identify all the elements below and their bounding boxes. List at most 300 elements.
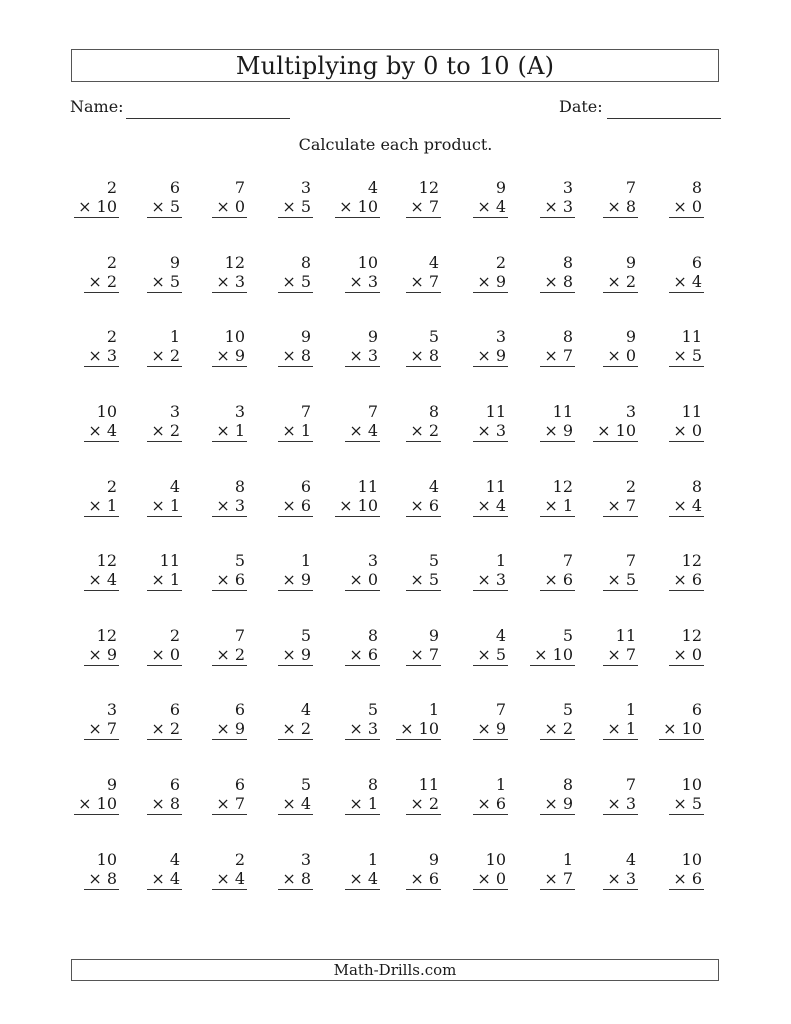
multiplier: × 1 — [212, 421, 247, 442]
problem — [517, 775, 577, 825]
multiplicand: 7 — [562, 551, 573, 570]
multiplicand: 12 — [96, 626, 117, 645]
problem — [517, 253, 577, 303]
multiplier: × 6 — [406, 496, 441, 517]
problem — [61, 850, 121, 900]
multiplier: × 5 — [278, 197, 313, 218]
multiplier: × 7 — [406, 645, 441, 666]
problem — [383, 402, 443, 452]
date-label: Date: — [559, 97, 603, 116]
multiplier: × 1 — [84, 496, 119, 517]
multiplier: × 2 — [84, 272, 119, 293]
multiplicand: 6 — [169, 775, 180, 794]
multiplicand: 7 — [625, 551, 636, 570]
multiplier: × 6 — [669, 570, 704, 591]
multiplicand: 6 — [234, 775, 245, 794]
problem — [450, 477, 510, 527]
problem — [383, 626, 443, 676]
multiplicand: 1 — [367, 850, 378, 869]
multiplier: × 6 — [406, 869, 441, 890]
multiplier: × 0 — [669, 421, 704, 442]
multiplier: × 1 — [345, 794, 380, 815]
multiplier: × 5 — [669, 346, 704, 367]
multiplier: × 4 — [669, 496, 704, 517]
multiplier: × 9 — [278, 570, 313, 591]
multiplier: × 5 — [278, 272, 313, 293]
multiplier: × 4 — [212, 869, 247, 890]
multiplier: × 4 — [473, 496, 508, 517]
multiplicand: 11 — [681, 327, 702, 346]
problem — [255, 178, 315, 228]
multiplicand: 8 — [562, 775, 573, 794]
multiplicand: 12 — [418, 178, 439, 197]
multiplicand: 9 — [106, 775, 117, 794]
problem — [189, 850, 249, 900]
multiplier: × 4 — [278, 794, 313, 815]
problem — [450, 626, 510, 676]
multiplier: × 9 — [540, 421, 575, 442]
multiplicand: 8 — [562, 327, 573, 346]
problem — [517, 700, 577, 750]
multiplicand: 10 — [681, 775, 702, 794]
problem — [255, 551, 315, 601]
multiplicand: 4 — [169, 477, 180, 496]
multiplier: × 0 — [669, 197, 704, 218]
problem — [646, 775, 706, 825]
problem — [322, 700, 382, 750]
problem — [124, 402, 184, 452]
multiplier: × 3 — [212, 496, 247, 517]
problem — [61, 700, 121, 750]
multiplicand: 8 — [691, 477, 702, 496]
multiplicand: 1 — [428, 700, 439, 719]
multiplier: × 10 — [396, 719, 441, 740]
multiplicand: 2 — [234, 850, 245, 869]
multiplicand: 3 — [625, 402, 636, 421]
multiplicand: 3 — [300, 850, 311, 869]
problem — [580, 253, 640, 303]
multiplier: × 4 — [84, 421, 119, 442]
multiplier: × 2 — [406, 794, 441, 815]
multiplier: × 10 — [335, 197, 380, 218]
problem — [646, 327, 706, 377]
multiplier: × 8 — [147, 794, 182, 815]
multiplicand: 9 — [428, 626, 439, 645]
multiplier: × 3 — [603, 869, 638, 890]
multiplicand: 6 — [234, 700, 245, 719]
multiplicand: 7 — [367, 402, 378, 421]
multiplier: × 4 — [345, 421, 380, 442]
multiplier: × 4 — [473, 197, 508, 218]
problem — [517, 178, 577, 228]
problem — [255, 775, 315, 825]
problem — [255, 626, 315, 676]
multiplier: × 9 — [278, 645, 313, 666]
multiplicand: 6 — [691, 700, 702, 719]
multiplier: × 6 — [669, 869, 704, 890]
multiplicand: 5 — [300, 775, 311, 794]
problem — [124, 178, 184, 228]
problem — [124, 700, 184, 750]
multiplier: × 1 — [147, 570, 182, 591]
multiplicand: 4 — [300, 700, 311, 719]
multiplicand: 9 — [625, 327, 636, 346]
multiplier: × 3 — [345, 719, 380, 740]
multiplier: × 3 — [540, 197, 575, 218]
problem — [450, 775, 510, 825]
multiplicand: 12 — [224, 253, 245, 272]
multiplicand: 1 — [562, 850, 573, 869]
problem — [61, 551, 121, 601]
multiplier: × 1 — [603, 719, 638, 740]
multiplicand: 3 — [562, 178, 573, 197]
multiplier: × 3 — [473, 421, 508, 442]
multiplier: × 3 — [473, 570, 508, 591]
footer-box — [71, 959, 719, 981]
problem — [450, 253, 510, 303]
multiplicand: 10 — [224, 327, 245, 346]
multiplier: × 4 — [84, 570, 119, 591]
multiplicand: 12 — [681, 551, 702, 570]
problem — [255, 477, 315, 527]
multiplier: × 7 — [540, 346, 575, 367]
problem — [189, 477, 249, 527]
multiplier: × 6 — [278, 496, 313, 517]
multiplicand: 5 — [562, 700, 573, 719]
multiplier: × 7 — [603, 496, 638, 517]
problem — [255, 700, 315, 750]
multiplicand: 9 — [428, 850, 439, 869]
problem — [189, 178, 249, 228]
problem — [383, 178, 443, 228]
multiplicand: 5 — [300, 626, 311, 645]
problem — [383, 700, 443, 750]
multiplier: × 3 — [212, 272, 247, 293]
problem — [322, 178, 382, 228]
multiplicand: 8 — [234, 477, 245, 496]
problem — [517, 327, 577, 377]
multiplier: × 10 — [593, 421, 638, 442]
problem — [580, 327, 640, 377]
multiplicand: 5 — [367, 700, 378, 719]
problem — [61, 402, 121, 452]
problem — [383, 775, 443, 825]
multiplicand: 12 — [552, 477, 573, 496]
multiplier: × 7 — [603, 645, 638, 666]
problem — [124, 551, 184, 601]
multiplier: × 2 — [603, 272, 638, 293]
multiplicand: 4 — [367, 178, 378, 197]
multiplicand: 10 — [96, 850, 117, 869]
problem — [322, 327, 382, 377]
multiplier: × 9 — [84, 645, 119, 666]
multiplicand: 8 — [428, 402, 439, 421]
problem — [450, 850, 510, 900]
problem — [517, 402, 577, 452]
problem — [450, 327, 510, 377]
multiplicand: 11 — [681, 402, 702, 421]
multiplier: × 9 — [540, 794, 575, 815]
multiplier: × 3 — [84, 346, 119, 367]
problem — [255, 402, 315, 452]
multiplicand: 5 — [234, 551, 245, 570]
multiplier: × 5 — [473, 645, 508, 666]
multiplier: × 7 — [212, 794, 247, 815]
multiplicand: 1 — [625, 700, 636, 719]
problem — [61, 477, 121, 527]
multiplier: × 0 — [669, 645, 704, 666]
multiplicand: 11 — [357, 477, 378, 496]
multiplicand: 8 — [691, 178, 702, 197]
problem — [61, 178, 121, 228]
multiplier: × 9 — [212, 719, 247, 740]
multiplicand: 8 — [300, 253, 311, 272]
name-label: Name: — [70, 97, 124, 116]
multiplicand: 5 — [428, 327, 439, 346]
multiplier: × 10 — [335, 496, 380, 517]
problem — [189, 402, 249, 452]
multiplicand: 7 — [495, 700, 506, 719]
multiplicand: 2 — [625, 477, 636, 496]
multiplicand: 10 — [681, 850, 702, 869]
multiplicand: 11 — [159, 551, 180, 570]
multiplicand: 9 — [495, 178, 506, 197]
problem — [383, 850, 443, 900]
problem — [450, 178, 510, 228]
multiplier: × 2 — [278, 719, 313, 740]
multiplicand: 6 — [300, 477, 311, 496]
multiplicand: 2 — [495, 253, 506, 272]
problem — [646, 178, 706, 228]
problem — [322, 253, 382, 303]
multiplicand: 5 — [562, 626, 573, 645]
multiplicand: 10 — [485, 850, 506, 869]
problem — [517, 551, 577, 601]
problem — [255, 253, 315, 303]
multiplicand: 7 — [625, 775, 636, 794]
multiplicand: 7 — [625, 178, 636, 197]
multiplier: × 9 — [212, 346, 247, 367]
multiplicand: 5 — [428, 551, 439, 570]
problem — [646, 850, 706, 900]
problem — [517, 626, 577, 676]
problem — [646, 402, 706, 452]
problem — [124, 775, 184, 825]
multiplier: × 2 — [212, 645, 247, 666]
multiplier: × 9 — [473, 346, 508, 367]
multiplicand: 7 — [234, 178, 245, 197]
multiplicand: 12 — [96, 551, 117, 570]
problem — [450, 551, 510, 601]
instructions: Calculate each product. — [298, 135, 493, 154]
problem — [517, 477, 577, 527]
problem — [646, 626, 706, 676]
problem — [189, 551, 249, 601]
multiplicand: 2 — [106, 477, 117, 496]
multiplier: × 10 — [74, 197, 119, 218]
multiplicand: 9 — [367, 327, 378, 346]
multiplier: × 7 — [84, 719, 119, 740]
multiplier: × 2 — [147, 346, 182, 367]
problem — [646, 477, 706, 527]
multiplier: × 2 — [147, 719, 182, 740]
multiplicand: 8 — [562, 253, 573, 272]
problem — [124, 327, 184, 377]
multiplier: × 1 — [540, 496, 575, 517]
problem — [255, 327, 315, 377]
multiplier: × 8 — [84, 869, 119, 890]
multiplicand: 7 — [234, 626, 245, 645]
multiplier: × 0 — [473, 869, 508, 890]
problem — [322, 551, 382, 601]
multiplier: × 0 — [603, 346, 638, 367]
multiplicand: 3 — [495, 327, 506, 346]
problem — [61, 253, 121, 303]
footer-site-name: Math-Drills.com — [333, 961, 457, 979]
multiplicand: 8 — [367, 775, 378, 794]
multiplicand: 9 — [625, 253, 636, 272]
multiplicand: 11 — [485, 402, 506, 421]
problem — [580, 626, 640, 676]
problem — [646, 253, 706, 303]
multiplier: × 2 — [406, 421, 441, 442]
multiplicand: 2 — [106, 178, 117, 197]
multiplier: × 5 — [603, 570, 638, 591]
multiplicand: 3 — [367, 551, 378, 570]
multiplicand: 3 — [234, 402, 245, 421]
multiplier: × 8 — [603, 197, 638, 218]
multiplier: × 0 — [212, 197, 247, 218]
problem — [383, 327, 443, 377]
multiplicand: 4 — [428, 253, 439, 272]
problem — [517, 850, 577, 900]
multiplier: × 10 — [659, 719, 704, 740]
problem — [580, 775, 640, 825]
multiplicand: 6 — [169, 178, 180, 197]
problem — [646, 551, 706, 601]
problem — [61, 626, 121, 676]
multiplier: × 4 — [669, 272, 704, 293]
problem — [124, 253, 184, 303]
multiplier: × 3 — [603, 794, 638, 815]
problem — [383, 253, 443, 303]
multiplier: × 4 — [345, 869, 380, 890]
problem — [61, 775, 121, 825]
multiplicand: 3 — [106, 700, 117, 719]
multiplier: × 9 — [473, 719, 508, 740]
problem — [124, 626, 184, 676]
multiplicand: 9 — [300, 327, 311, 346]
multiplier: × 6 — [212, 570, 247, 591]
multiplier: × 6 — [473, 794, 508, 815]
multiplier: × 10 — [530, 645, 575, 666]
multiplicand: 10 — [96, 402, 117, 421]
multiplicand: 4 — [169, 850, 180, 869]
multiplier: × 5 — [669, 794, 704, 815]
problem — [322, 477, 382, 527]
multiplier: × 8 — [278, 346, 313, 367]
multiplier: × 6 — [540, 570, 575, 591]
multiplicand: 9 — [169, 253, 180, 272]
multiplicand: 7 — [300, 402, 311, 421]
problem — [322, 775, 382, 825]
multiplicand: 3 — [169, 402, 180, 421]
multiplicand: 1 — [300, 551, 311, 570]
multiplier: × 8 — [278, 869, 313, 890]
multiplicand: 4 — [495, 626, 506, 645]
problem — [124, 477, 184, 527]
multiplier: × 3 — [345, 346, 380, 367]
problem — [646, 700, 706, 750]
problem — [189, 700, 249, 750]
problem — [383, 551, 443, 601]
multiplicand: 1 — [495, 775, 506, 794]
multiplicand: 11 — [552, 402, 573, 421]
multiplier: × 7 — [406, 197, 441, 218]
multiplier: × 5 — [147, 272, 182, 293]
multiplier: × 5 — [147, 197, 182, 218]
multiplicand: 11 — [485, 477, 506, 496]
problem — [580, 700, 640, 750]
multiplier: × 8 — [540, 272, 575, 293]
multiplier: × 7 — [406, 272, 441, 293]
problem — [580, 178, 640, 228]
problem — [124, 850, 184, 900]
multiplier: × 0 — [345, 570, 380, 591]
worksheet-title: Multiplying by 0 to 10 (A) — [235, 51, 555, 80]
problem — [255, 850, 315, 900]
multiplier: × 1 — [147, 496, 182, 517]
multiplicand: 11 — [615, 626, 636, 645]
problem — [61, 327, 121, 377]
problem — [580, 551, 640, 601]
problem — [189, 327, 249, 377]
multiplicand: 1 — [495, 551, 506, 570]
problem — [580, 850, 640, 900]
multiplicand: 1 — [169, 327, 180, 346]
multiplicand: 2 — [106, 327, 117, 346]
multiplicand: 8 — [367, 626, 378, 645]
multiplier: × 6 — [345, 645, 380, 666]
problem — [580, 477, 640, 527]
multiplicand: 4 — [625, 850, 636, 869]
problem — [322, 626, 382, 676]
multiplicand: 3 — [300, 178, 311, 197]
problem — [450, 700, 510, 750]
problem — [322, 850, 382, 900]
multiplier: × 5 — [406, 570, 441, 591]
multiplier: × 4 — [147, 869, 182, 890]
problem — [450, 402, 510, 452]
multiplicand: 2 — [169, 626, 180, 645]
problem — [580, 402, 640, 452]
multiplicand: 4 — [428, 477, 439, 496]
multiplier: × 0 — [147, 645, 182, 666]
multiplicand: 6 — [691, 253, 702, 272]
problem — [322, 402, 382, 452]
multiplier: × 2 — [147, 421, 182, 442]
multiplier: × 2 — [540, 719, 575, 740]
multiplier: × 7 — [540, 869, 575, 890]
problem — [189, 253, 249, 303]
multiplier: × 10 — [74, 794, 119, 815]
multiplicand: 2 — [106, 253, 117, 272]
problem — [189, 626, 249, 676]
multiplier: × 3 — [345, 272, 380, 293]
multiplier: × 1 — [278, 421, 313, 442]
multiplier: × 8 — [406, 346, 441, 367]
multiplicand: 12 — [681, 626, 702, 645]
